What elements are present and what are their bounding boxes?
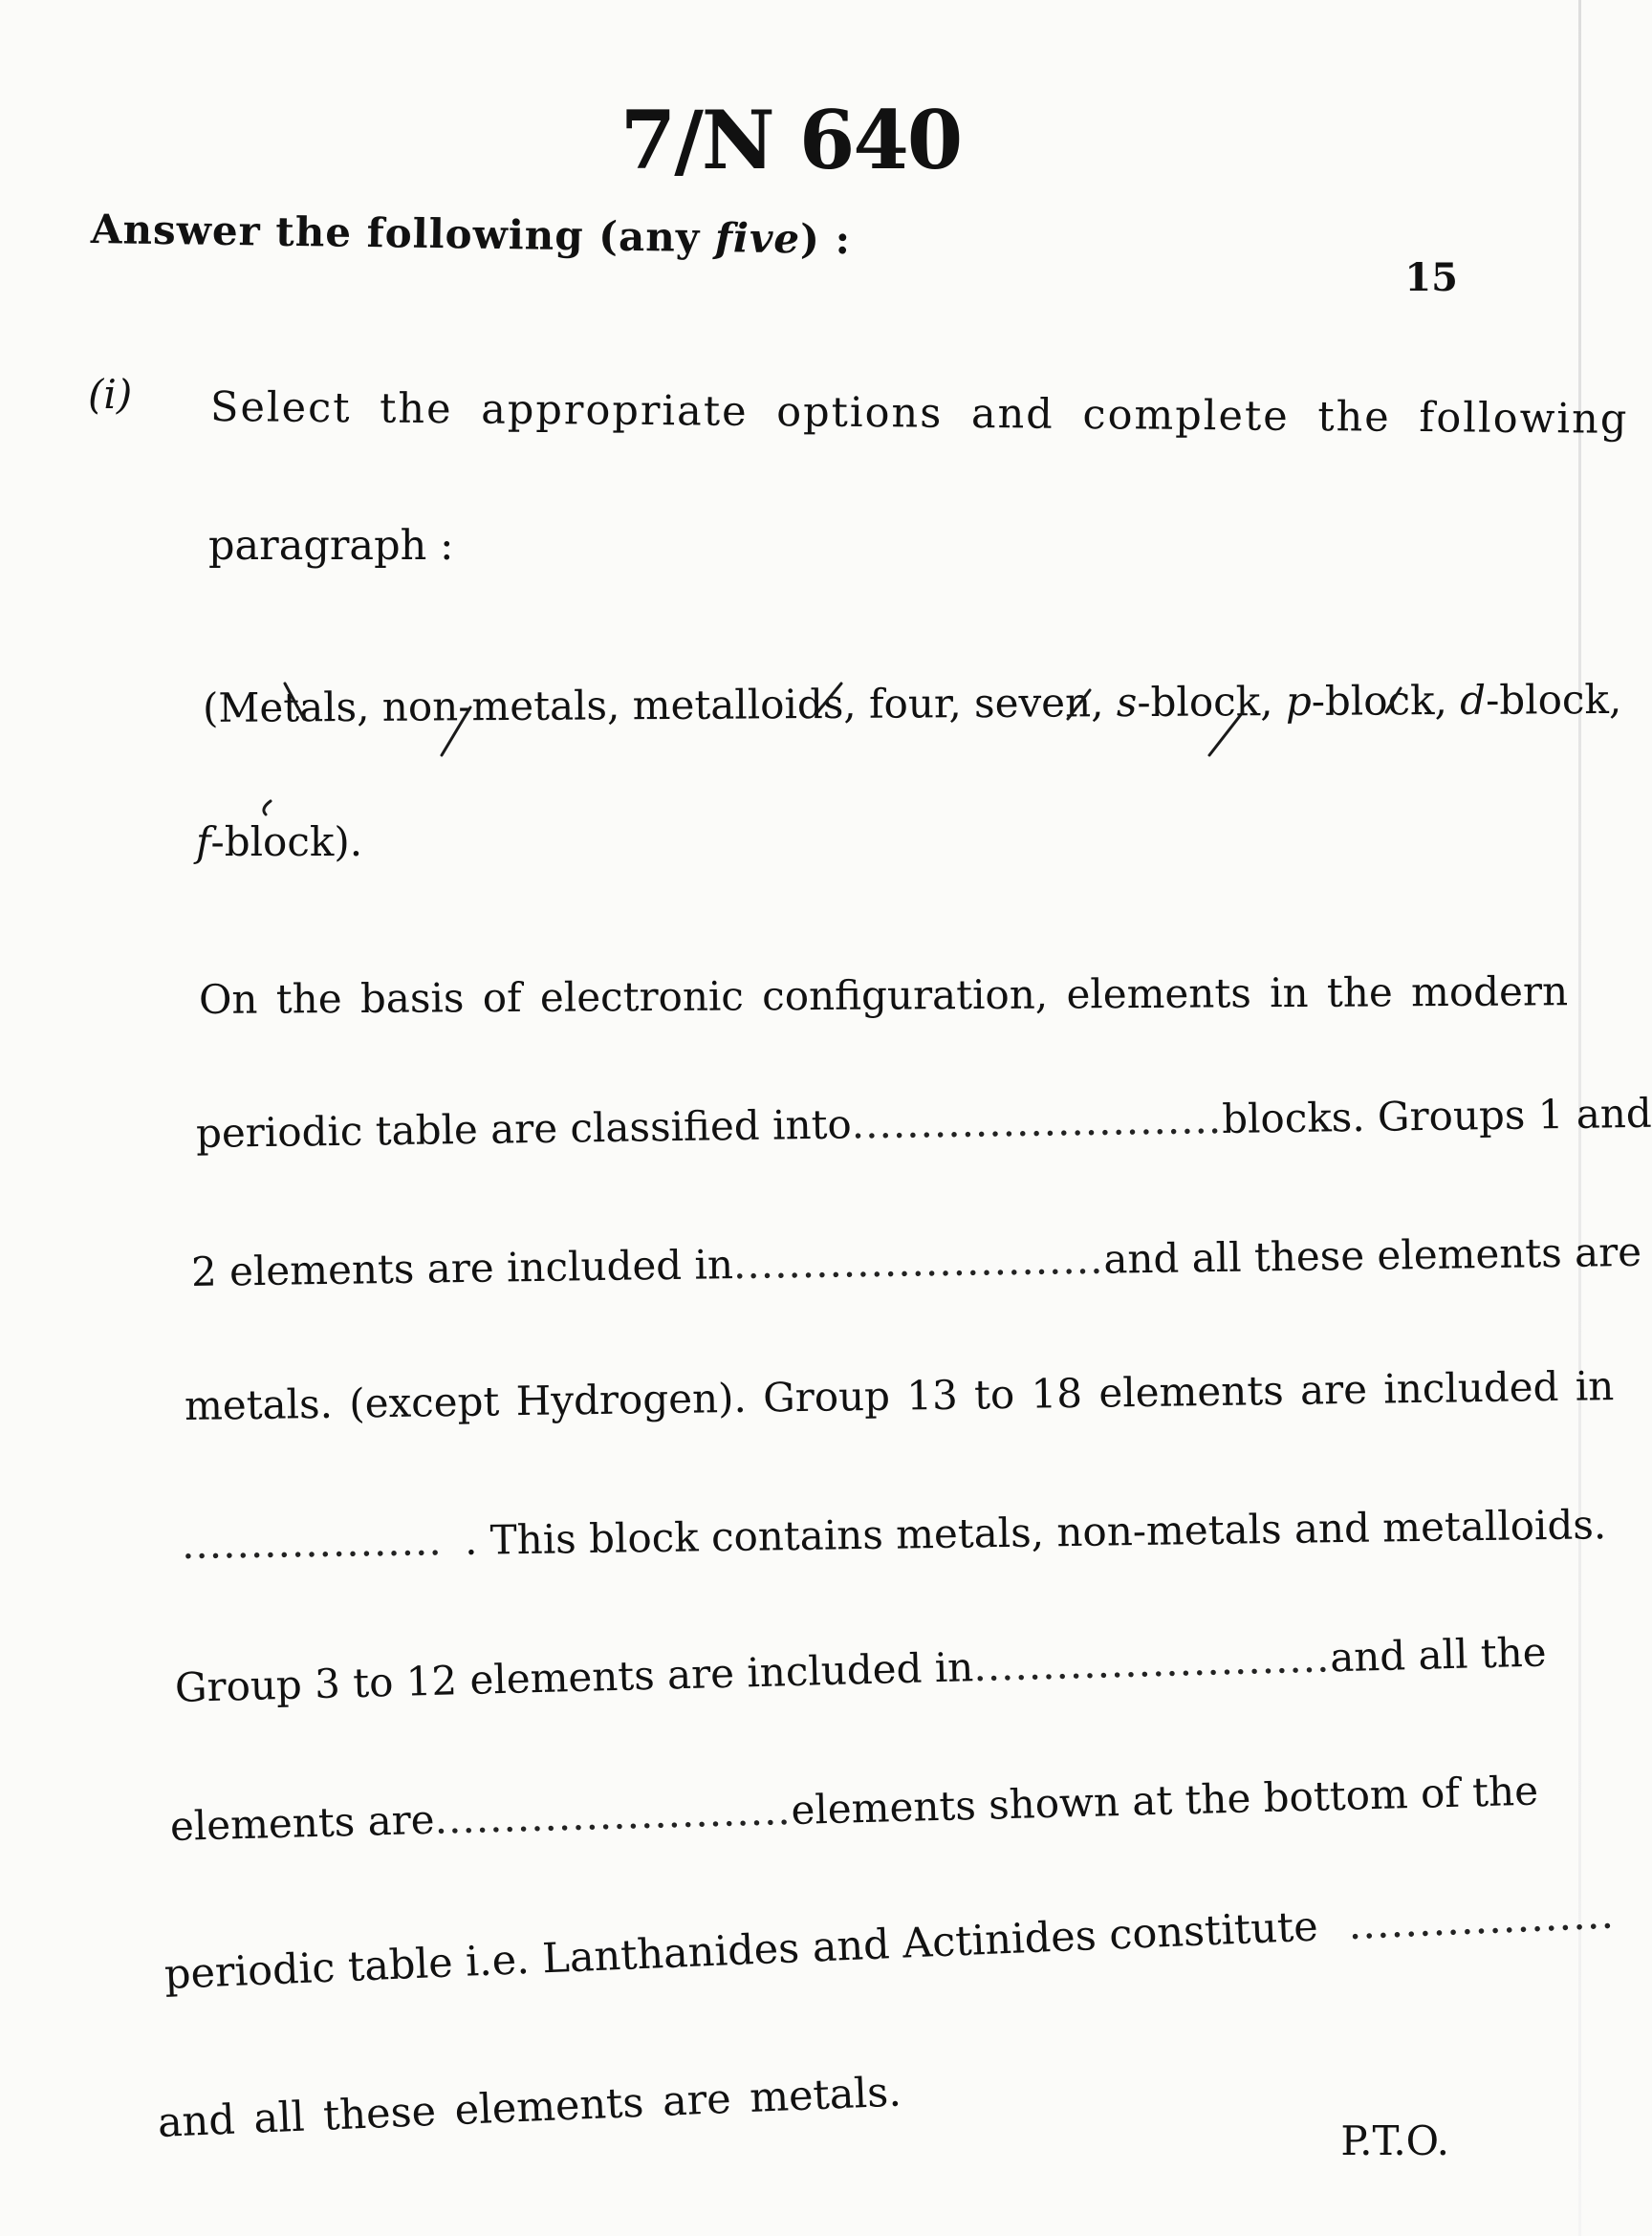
- option-d: d: [1460, 676, 1487, 724]
- instruction-text: [91, 206, 852, 263]
- pto-label: P.T.O.: [1340, 2117, 1449, 2164]
- option-p: p: [1285, 677, 1312, 726]
- option-s: s: [1116, 679, 1138, 727]
- paragraph-line-9: and all these elements are metals.: [156, 2068, 902, 2147]
- prompt-line-2: paragraph :: [208, 522, 454, 570]
- para-l2-b: blocks. Groups 1 and: [1221, 1089, 1652, 1143]
- options-text-e: -block,: [1485, 675, 1622, 724]
- paragraph-line-3: [190, 1227, 1642, 1295]
- para-l8: periodic table i.e. Lanthanides and Actinides constitute: [163, 1902, 1319, 1999]
- para-l7-a: elements are: [169, 1795, 436, 1850]
- instruction-after: ) :: [799, 215, 852, 264]
- options-text-b: -block,: [1137, 678, 1287, 727]
- option-f: f: [196, 818, 211, 865]
- blank-3[interactable]: ...................: [181, 1517, 443, 1568]
- instruction-row: [90, 206, 1458, 300]
- para-l6-b: and all the: [1329, 1628, 1548, 1682]
- blank-1[interactable]: ...........................: [851, 1096, 1223, 1148]
- prompt-line-1: [209, 383, 1629, 444]
- paragraph-line-6: [174, 1628, 1548, 1711]
- options-rest: -block).: [210, 818, 363, 865]
- paragraph-line-4: metals. (except Hydrogen). Group 13 to 18 elements are included in: [184, 1362, 1615, 1429]
- paper-code: 7/N 640: [620, 93, 962, 187]
- paragraph-line-2: [195, 1089, 1652, 1157]
- instruction-emph: five: [714, 214, 801, 263]
- options-line-1: [202, 675, 1622, 731]
- blank-5[interactable]: ..........................: [433, 1786, 793, 1843]
- options-text-c: -block,: [1311, 676, 1461, 725]
- pen-mark-f-block: [264, 801, 271, 814]
- instruction-before: Answer the following (any: [90, 206, 716, 262]
- para-l5: . This block contains metals, non-metals and metalloids.: [464, 1501, 1607, 1564]
- para-l7-b: elements shown at the bottom of the: [790, 1767, 1539, 1834]
- options-line-2: [196, 818, 363, 865]
- paragraph-line-7: [169, 1767, 1539, 1850]
- paragraph-line-1: On the basis of electronic configuration, elements in the modern: [198, 967, 1569, 1023]
- para-l2-a: periodic table are classified into: [195, 1100, 853, 1157]
- paragraph-line-5: [181, 1501, 1607, 1568]
- para-l6-a: Group 3 to 12 elements are included in: [174, 1643, 974, 1711]
- para-l3-a: 2 elements are included in: [190, 1241, 734, 1295]
- prompt-line-1-text: Select the appropriate options and complete the following: [209, 383, 1629, 444]
- question-number: (i): [88, 371, 133, 418]
- blank-6[interactable]: ...................: [1347, 1890, 1616, 1950]
- marks: 15: [1404, 255, 1458, 300]
- blank-4[interactable]: ..........................: [972, 1634, 1331, 1691]
- options-text-a: (Metals, non-metals, metalloids, four, seven,: [202, 679, 1117, 731]
- para-l3-b: and all these elements are: [1103, 1227, 1642, 1283]
- paragraph-line-8: [163, 1890, 1616, 1999]
- blank-2[interactable]: ...........................: [732, 1235, 1104, 1289]
